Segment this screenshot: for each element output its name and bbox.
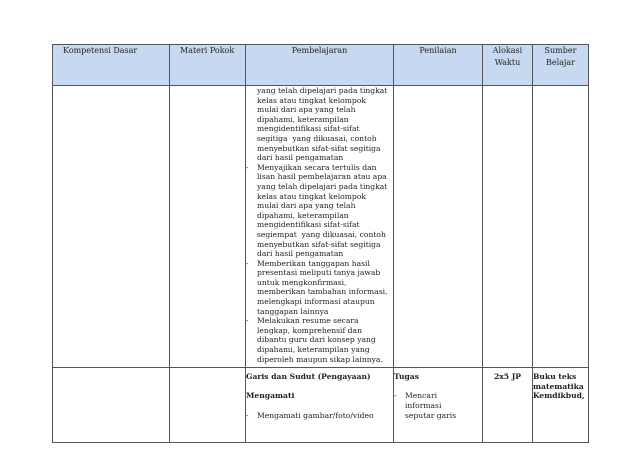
- cell-pembelajaran: [246, 368, 394, 443]
- header-alokasi-waktu: Alokasi Waktu: [483, 45, 533, 86]
- cell-penilaian: [394, 368, 483, 443]
- section-subtitle: Mengamati: [246, 391, 295, 401]
- cell-pembelajaran: [246, 86, 394, 368]
- cell-materi-empty: [170, 86, 246, 368]
- list-item: [246, 259, 393, 317]
- cell-kompetensi-empty: [53, 86, 170, 368]
- header-row: [53, 45, 589, 86]
- pembelajaran-intro: yang telah dipelajari pada tingkat kelas atau tingkat kelompok mulai dari apa yang telah dipahami, keterampilan mengidentifikasi sifat-sifat segitiga yang dikuasai, contoh menyebutkan sifat-sifat segitiga dari hasil pengamatan: [257, 86, 388, 163]
- list-item: [246, 411, 393, 421]
- lesson-plan-table: [52, 44, 589, 443]
- list-item: [246, 316, 393, 364]
- cell-penilaian-empty: [394, 86, 483, 368]
- bullet-dash: -: [246, 162, 249, 172]
- list-item-text: Melakukan resume secara lengkap, komprehensif dan dibantu guru dari konsep yang dipahami, keterampilan yang diperoleh maupun sikap lainnya.: [257, 316, 383, 364]
- list-item-text: Mengamati gambar/foto/video: [257, 410, 374, 420]
- header-kompetensi-dasar: Kompetensi Dasar: [53, 45, 170, 86]
- list-item: [246, 163, 393, 259]
- header-sumber-belajar: Sumber Belajar: [533, 45, 589, 86]
- cell-alokasi: [483, 368, 533, 443]
- header-materi-pokok: Materi Pokok: [170, 45, 246, 86]
- bullet-dash: -: [394, 391, 397, 401]
- alokasi-value: 2x5 JP: [493, 372, 522, 382]
- bullet-dash: -: [246, 410, 249, 420]
- bullet-dash: -: [246, 258, 249, 268]
- table-row: [53, 86, 589, 368]
- list-item-text: Memberikan tanggapan hasil presentasi meliputi tanya jawab untuk mengkonfirmasi, memberikan tambahan informasi, melengkapi informasi ataupun tanggapan lainnya: [257, 258, 388, 316]
- bullet-dash: -: [246, 316, 249, 326]
- list-item: [394, 391, 482, 420]
- cell-kompetensi-empty: [53, 368, 170, 443]
- table-row: [53, 368, 589, 443]
- cell-sumber: [533, 368, 589, 443]
- header-penilaian: Penilaian: [394, 45, 483, 86]
- section-title: Garis dan Sudut (Pengayaan): [246, 372, 371, 382]
- header-pembelajaran: Pembelajaran: [246, 45, 394, 86]
- list-item-text: Menyajikan secara tertulis dan lisan hasil pembelajaran atau apa yang telah dipelajari pada tingkat kelas atau tingkat kelompok mulai dari apa yang telah dipahami, keterampilan mengidentifikasi sifat-sifat segiempat yang dikuasai, contoh menyebutkan sifat-sifat segitiga dari hasil pengamatan: [257, 162, 388, 259]
- cell-alokasi-empty: [483, 86, 533, 368]
- penilaian-title: Tugas: [394, 372, 419, 382]
- cell-sumber-empty: [533, 86, 589, 368]
- list-item-text: Mencari informasi seputar garis: [405, 391, 457, 420]
- sumber-value: Buku teks matematika Kemdikbud,: [533, 372, 585, 401]
- cell-materi-empty: [170, 368, 246, 443]
